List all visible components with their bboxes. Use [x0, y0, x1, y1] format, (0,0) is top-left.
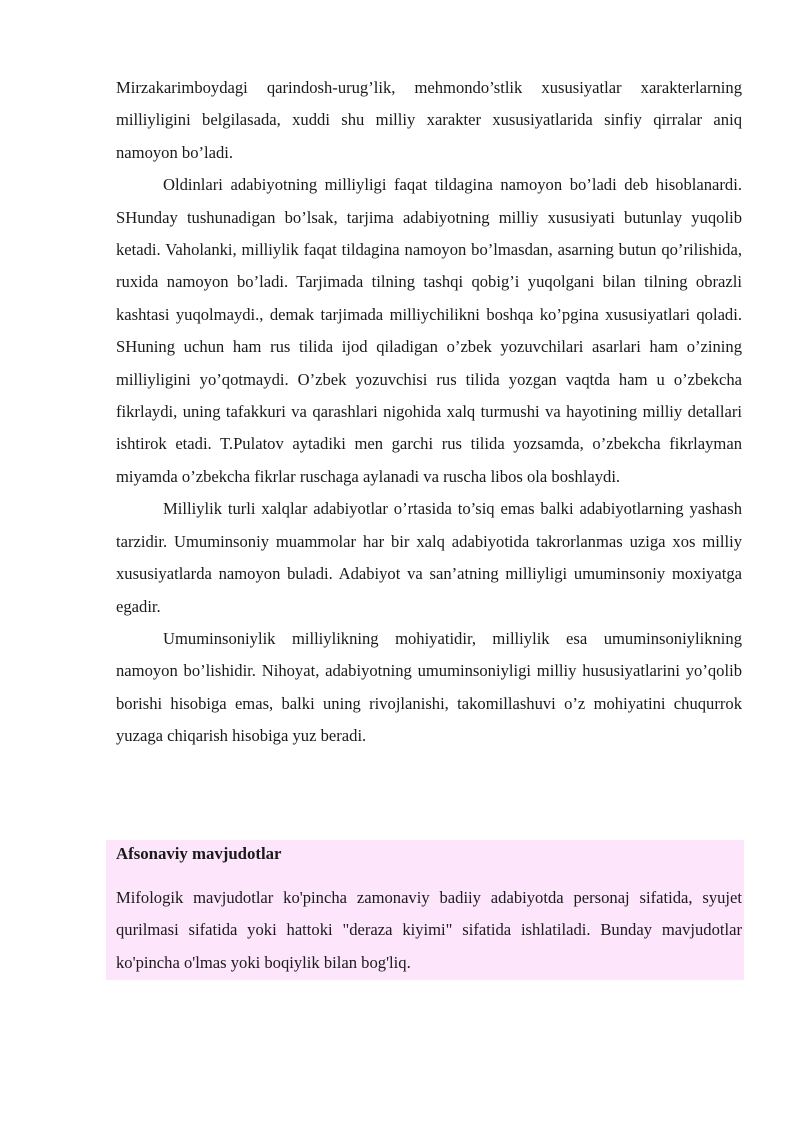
paragraph-4: Umuminsoniylik milliylikning mohiyatidir, milliylik esa umuminsoniylikning namoyon bo’lishidir. Nihoyat, adabiyotning umuminsoniyligi milliy hususiyatlarini yo’qolib borishi hisobiga emas, balki uning rivojlanishi, takomillashuvi o’z mohiyatini chuqurrok yuzaga chiqarish hisobiga yuz beradi.: [116, 628, 742, 746]
paragraph-1: Mirzakarimboydagi qarindosh-urug’lik, mehmondo’stlik xususiyatlar xarakterlarning milliyligini belgilasada, xuddi shu milliy xarakter xususiyatlarida sinfiy qirralar aniq namoyon bo’ladi.: [116, 78, 742, 162]
paragraph-2: Oldinlari adabiyotning milliyligi faqat tildagina namoyon bo’ladi deb hisoblanardi. SHunday tushunadigan bo’lsak, tarjima adabiyotning milliy xususiyati butunlay yuqolib ketadi. Vaholanki, milliylik faqat tildagina namoyon bo’lmasdan, asarning butun qo’rilishida, ruxida namoyon bo’ladi. Tarjimada tilning tashqi qobig’i yuqolgani bilan tilning obrazli kashtasi yuqolmaydi., demak tarjimada milliychilikni boshqa ko’pgina xususiyatlari qoladi. SHuning uchun ham rus tilida ijod qiladigan o’zbek yozuvchilari asarlari ham o’zining milliyligini yo’qotmaydi. O’zbek yozuvchisi rus tilida yozgan vaqtda ham u o’zbekcha fikrlaydi, uning tafakkuri va qarashlari nigohida xalq turmushi va hayotining milliy detallari ishtirok etadi. T.Pulatov aytadiki men garchi rus tilida yozsamda, o’zbekcha fikrlayman miyamda o’zbekcha fikrlar ruschaga aylanadi va ruscha libos ola boshlaydi.: [116, 175, 742, 486]
paragraph-3: Milliylik turli xalqlar adabiyotlar o’rtasida to’siq emas balki adabiyotlarning yashash tarzidir. Umuminsoniy muammolar har bir xalq adabiyotida takrorlanmas uziga xos milliy xususiyatlarda namoyon buladi. Adabiyot va san’atning milliyligi umuminsoniy moxiyatga egadir.: [116, 499, 742, 616]
highlighted-section: [116, 840, 742, 979]
section-paragraph: Mifologik mavjudotlar ko'pincha zamonaviy badiiy adabiyotda personaj sifatida, syujet qurilmasi sifatida yoki hattoki "deraza kiyimi" sifatida ishlatiladi. Bunday mavjudotlar ko'pincha o'lmas yoki boqiylik bilan bog'liq.: [116, 888, 742, 972]
document-body: [116, 72, 742, 753]
section-heading: Afsonaviy mavjudotlar: [116, 844, 282, 863]
